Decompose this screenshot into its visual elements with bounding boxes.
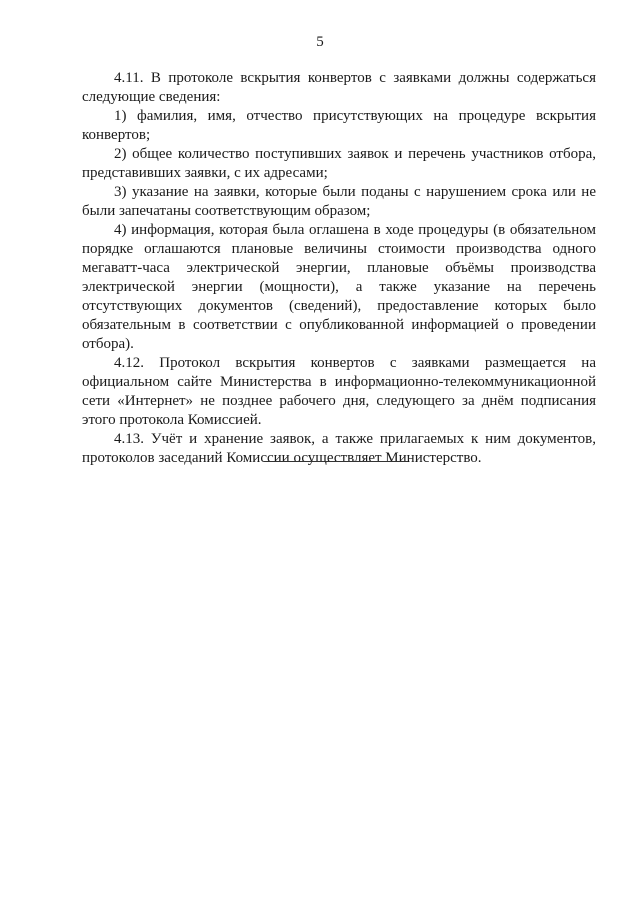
paragraph-4-12: 4.12. Протокол вскрытия конвертов с заявками размещается на официальном сайте Министерства в информационно-телекоммуникационной сети «Интернет» не позднее рабочего дня, следующего за днём подписания этого протокола Комиссией. <box>82 355 596 428</box>
document-body <box>82 69 596 468</box>
page-number: 5 <box>316 34 324 50</box>
paragraph-item-1: 1) фамилия, имя, отчество присутствующих на процедуре вскрытия конвертов; <box>82 108 596 143</box>
end-separator-line <box>264 461 408 462</box>
paragraph-item-4: 4) информация, которая была оглашена в ходе процедуры (в обязательном порядке оглашаются плановые величины стоимости производства одного мегаватт-часа электрической энергии, плановые объёмы производства электрической энергии (мощности), а также указание на перечень отсутствующих документов (сведений), предоставление которых было обязательным в соответствии с опубликованной информацией о проведении отбора). <box>82 222 596 352</box>
paragraph-item-3: 3) указание на заявки, которые были поданы с нарушением срока или не были запечатаны соответствующим образом; <box>82 184 596 219</box>
paragraph-4-13: 4.13. Учёт и хранение заявок, а также прилагаемых к ним документов, протоколов заседаний Комиссии осуществляет Министерство. <box>82 431 596 466</box>
paragraph-4-11: 4.11. В протоколе вскрытия конвертов с заявками должны содержаться следующие сведения: <box>82 70 596 105</box>
paragraph-item-2: 2) общее количество поступивших заявок и перечень участников отбора, представивших заявки, с их адресами; <box>82 146 596 181</box>
